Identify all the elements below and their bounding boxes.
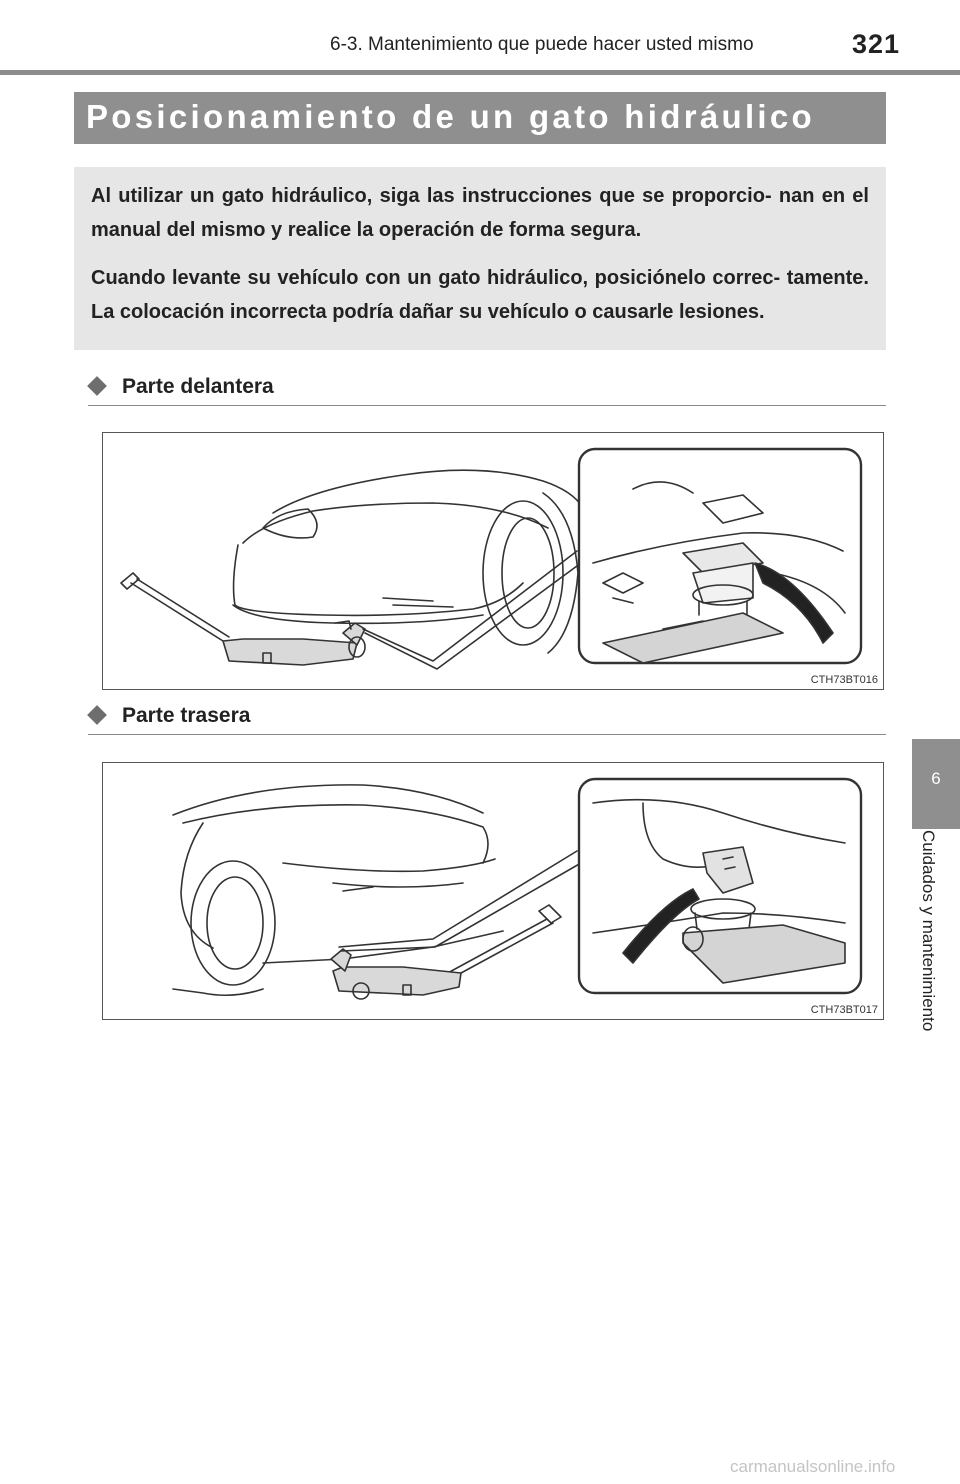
intro-paragraph-2: Cuando levante su vehículo con un gato hidráulico, posiciónelo correc- tamente. La colocación incorrecta podría dañar su vehículo o causarle lesiones. bbox=[91, 267, 869, 323]
side-label-text: Cuidados y mantenimiento bbox=[919, 830, 938, 1032]
figure-rear-code: CTH73BT017 bbox=[810, 1004, 878, 1016]
watermark: carmanualsonline.info bbox=[730, 1457, 896, 1476]
rear-jack-illustration bbox=[103, 763, 884, 1020]
section-banner bbox=[74, 92, 886, 144]
chapter-side-tab[interactable] bbox=[912, 739, 960, 829]
page-number: 321 bbox=[852, 29, 901, 59]
subheading-rear-rule bbox=[88, 734, 886, 735]
subheading-rear-label: Parte trasera bbox=[122, 704, 251, 727]
figure-front-code: CTH73BT016 bbox=[810, 674, 878, 686]
section-title: Posicionamiento de un gato hidráulico bbox=[86, 98, 815, 135]
chapter-title: 6-3. Mantenimiento que puede hacer usted mismo bbox=[330, 34, 754, 55]
front-jack-illustration bbox=[103, 433, 884, 690]
figure-rear-jack bbox=[102, 762, 884, 1020]
figure-front-jack bbox=[102, 432, 884, 690]
subheading-front-label: Parte delantera bbox=[122, 375, 274, 398]
side-tab-number: 6 bbox=[931, 769, 941, 788]
intro-paragraph-1: Al utilizar un gato hidráulico, siga las instrucciones que se proporcio- nan en el manual del mismo y realice la operación de forma segura. bbox=[91, 185, 869, 241]
intro-box bbox=[74, 167, 886, 350]
subheading-front-rule bbox=[88, 405, 886, 406]
diamond-bullet-icon bbox=[87, 705, 107, 725]
header-rule bbox=[0, 70, 960, 75]
diamond-bullet-icon bbox=[87, 376, 107, 396]
chapter-side-label bbox=[916, 830, 956, 1080]
